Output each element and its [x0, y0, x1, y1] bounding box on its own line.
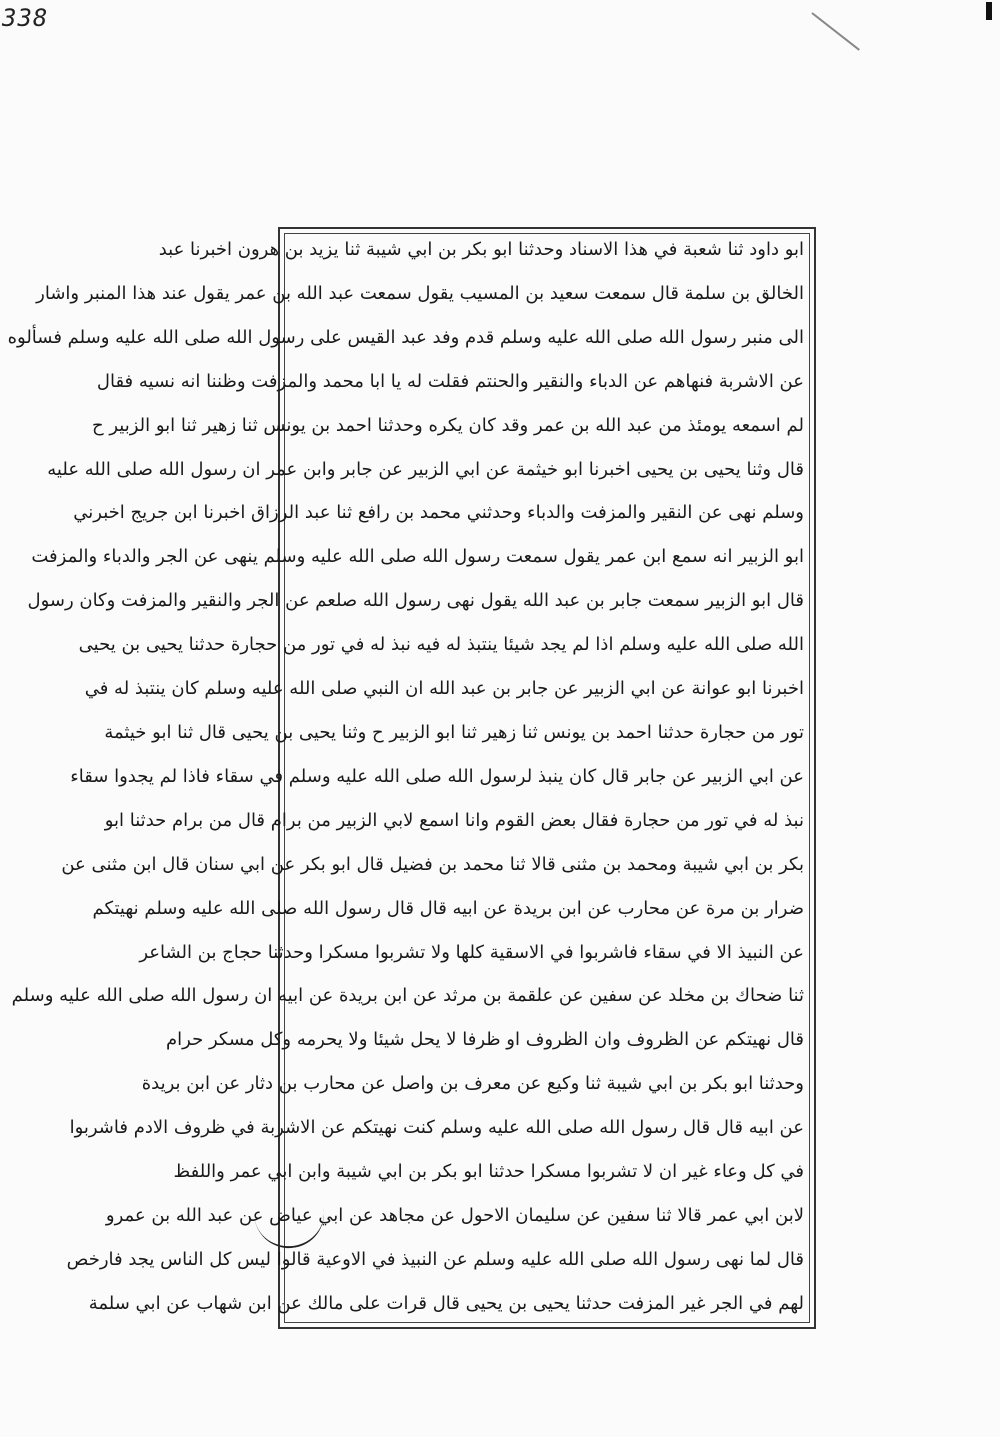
- text-line: قال ابو الزبير سمعت جابر بن عبد الله يقول نهى رسول الله صلعم عن الجر والنقير والمزفت وكان رسول: [27, 590, 804, 612]
- text-line: عن ابي الزبير عن جابر قال كان ينبذ لرسول الله صلى الله عليه وسلم في سقاء فاذا لم يجدوا سقاء: [70, 765, 804, 787]
- text-line: اخبرنا ابو عوانة عن ابي الزبير عن جابر بن عبد الله ان النبي صلى الله عليه وسلم كان ينتبذ له في: [84, 678, 804, 700]
- text-line: عن النبيذ الا في سقاء فاشربوا في الاسقية كلها ولا تشربوا مسكرا وحدثنا حجاج بن الشاعر: [139, 941, 804, 963]
- text-line: تور من حجارة حدثنا احمد بن يونس ثنا زهير ثنا ابو الزبير ح وثنا يحيى بن يحيى قال ثنا ابو خيثمة: [104, 721, 804, 743]
- text-frame: [7, 227, 816, 1329]
- text-line: الله صلى الله عليه وسلم اذا لم يجد شيئا ينتبذ له فيه نبذ له في تور من حجارة حدثنا يحيى بن يحيى: [78, 634, 804, 656]
- text-line: لهم في الجر غير المزفت حدثنا يحيى بن يحيى قال قرات على مالك عن ابن شهاب عن ابي سلمة: [88, 1292, 804, 1314]
- text-line: الخالق بن سلمة قال سمعت سعيد بن المسيب يقول سمعت عبد الله بن عمر يقول عند هذا المنبر واشار: [36, 282, 804, 304]
- text-line: قال وثنا يحيى بن يحيى اخبرنا ابو خيثمة عن ابي الزبير عن جابر وابن عمر ان رسول الله صلى الله عليه: [47, 458, 804, 480]
- text-line: عن ابيه قال قال رسول الله صلى الله عليه وسلم كنت نهيتكم عن الاشربة في ظروف الادم فاشربوا: [69, 1117, 804, 1139]
- text-line: عن الاشربة فنهاهم عن الدباء والنقير والحنتم فقلت له يا ابا محمد والمزفت وظننا انه نسيه فقال: [96, 370, 804, 392]
- text-line: ثنا ضحاك بن مخلد عن سفين عن علقمة بن مرثد عن ابن بريدة عن ابيه ان رسول الله صلى الله عليه وسلم: [11, 985, 804, 1007]
- text-line: بكر بن ابي شيبة ومحمد بن مثنى قالا ثنا محمد بن فضيل قال ابو بكر عن ابي سنان قال ابن مثنى عن: [61, 853, 804, 875]
- text-line: لابن ابي عمر قالا ثنا سفين عن سليمان الاحول عن مجاهد عن ابي عياض عن عبد الله بن عمرو: [105, 1204, 804, 1226]
- text-line: ضرار بن مرة عن محارب عن ابن بريدة عن ابيه قال قال رسول الله صلى الله عليه وسلم نهيتكم: [92, 897, 804, 919]
- text-line: ابو الزبير انه سمع ابن عمر يقول سمعت رسول الله صلى الله عليه وسلم ينهى عن الجر والدباء والمزفت: [31, 546, 804, 568]
- text-line: نبذ له في تور من حجارة فقال بعض القوم وانا اسمع لابي الزبير من برام قال من برام حدثنا ابو: [104, 809, 804, 831]
- text-line: في كل وعاء غير ان لا تشربوا مسكرا حدثنا ابو بكر بن ابي شيبة وابن ابي عمر واللفظ: [173, 1161, 804, 1183]
- text-line: قال نهيتكم عن الظروف وان الظروف او ظرفا لا يحل شيئا ولا يحرمه وكل مسكر حرام: [166, 1029, 804, 1051]
- page-number: 338: [2, 4, 49, 32]
- text-line: قال لما نهى رسول الله صلى الله عليه وسلم عن النبيذ في الاوعية قالوا ليس كل الناس يجد فارخص: [66, 1248, 804, 1270]
- ink-speck-decoration: [986, 2, 992, 20]
- text-line: لم اسمعه يومئذ من عبد الله بن عمر وقد كان يكره وحدثنا احمد بن يونس ثنا زهير ثنا ابو الزبير ح: [91, 414, 804, 436]
- manuscript-text-block: [7, 237, 804, 1317]
- text-line: وحدثنا ابو بكر بن ابي شيبة ثنا وكيع عن معرف بن واصل عن محارب بن دثار عن ابن بريدة: [141, 1073, 804, 1095]
- stray-pen-stroke: [811, 12, 860, 51]
- text-line: الى منبر رسول الله صلى الله عليه وسلم قدم وفد عبد القيس على رسول الله صلى الله عليه وسلم فسألوه: [7, 326, 804, 348]
- text-line: وسلم نهى عن النقير والمزفت والدباء وحدثني محمد بن رافع ثنا عبد الرزاق اخبرنا ابن جريج اخبرني: [73, 502, 804, 524]
- text-line: ابو داود ثنا شعبة في هذا الاسناد وحدثنا ابو بكر بن ابي شيبة ثنا يزيد بن هرون اخبرنا عبد: [158, 239, 804, 260]
